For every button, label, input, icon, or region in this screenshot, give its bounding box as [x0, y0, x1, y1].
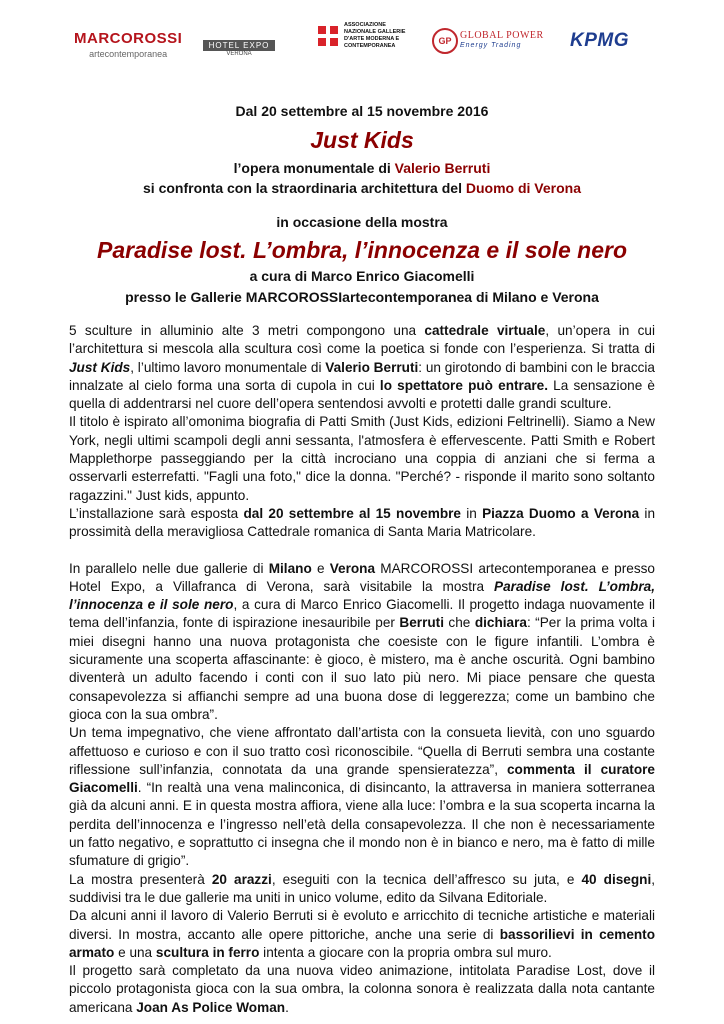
text-run-bold: dichiara: [474, 615, 527, 631]
text-run: Un tema impegnativo, che viene affrontato dall’artista con la consueta lievità, con uno sguardo affettuoso e curioso e con il suo tratto così riconoscibile. “Quella di Berruti sembra una costante riflessione sull’infanzia, connotata da una grande spensieratezza”,: [69, 725, 655, 777]
text-run-bold: commenta il curatore Giacomelli: [69, 761, 655, 796]
text-run: : “Per la prima volta i miei disegni hanno una nuova protagonista che coesiste con le figure infantili. L’ombra è sicuramente una scoperta affascinante: è gioco, è mistero, ma è anche oscurità. Ogni bambino diventerà un adulto facendo i conti con il suo lato più nero. Mi piace pensare che questa consapevolezza si affianchi sempre ad una buona dose di leggerezza; come un bambino che gioca con la sua ombra”.: [69, 615, 655, 722]
text-run-bold: bassorilievi in cemento armato: [69, 926, 656, 960]
text-run-bold: lo spettatore può entrare.: [379, 377, 549, 393]
text-run: intenta a giocare con la propria ombra sul muro.: [259, 944, 552, 960]
paragraph-4: [69, 560, 655, 725]
paragraph-3: [69, 505, 655, 542]
text-run: . “In realtà una vena malinconica, di disincanto, la attraversa in maniera sotterranea già da alcuni anni. E in questa mostra affiora, viene alla luce: l’ombra e la sua scoperta incarna la perdita dell’innocenza e l’ingresso nell’età della consapevolezza. Il che non è necessariamente un fatto negativo, e soprattutto ci insegna che il mondo non è in bianco e nero, ma è fatto di mille sfumature di grigio”.: [69, 780, 655, 869]
text-run: , un’opera in cui l’architettura si mescola alla scultura così come la poetica si fonde con l’esperienza. Si tratta di: [69, 323, 655, 357]
text-run: e: [311, 560, 330, 576]
paragraph-6: [69, 871, 655, 908]
paragraph-5: [69, 724, 655, 870]
text-run: Da alcuni anni il lavoro di Valerio Berruti si è evoluto e arricchito di tecniche artistiche e materiali diversi. In mostra, accanto alle opere pittoriche, anche una serie di: [69, 908, 655, 942]
text-run: Il progetto sarà completato da una nuova video animazione, intitolata Paradise Lost, dove il piccolo protagonista gioca con la sua ombra, la colonna sonora è realizzata dalla nota cantante americana: [69, 963, 655, 1015]
text-run: La mostra presenterà: [69, 871, 212, 887]
text-run: , l’ultimo lavoro monumentale di: [130, 359, 326, 375]
exhibition-title: Paradise lost. L’ombra, l’innocenza e il sole nero: [97, 237, 627, 263]
text-run: In parallelo nelle due gallerie di: [69, 560, 269, 576]
paragraph-2: Il titolo è ispirato all’omonima biografia di Patti Smith (Just Kids, edizioni Feltrinelli). Siamo a New York, negli ultimi scampoli degli anni sessanta, l'atmosfera è effervescente. Patti Smith e Robert Mapplethorpe passeggiando per la città incrociano una coppia di anziani che si ferma a osservarli esterrefatti. "Fagli una foto," dice la donna. "Perché? - risponde il marito sono soltanto ragazzini." Just kids, appunto.: [69, 414, 655, 503]
sponsor-logos: [0, 22, 724, 78]
text-run: in: [460, 505, 483, 521]
text-run: .: [285, 999, 289, 1015]
text-run: , eseguiti con la tecnica dell’affresco su juta, e: [271, 871, 582, 887]
subtitle-line-2-text: si confronta con la straordinaria architettura del: [143, 180, 466, 196]
text-run-bold: Milano: [268, 560, 312, 576]
paragraph-gap: [69, 542, 655, 560]
text-run-bold: Valerio Berruti: [325, 359, 419, 375]
marcorossi-logo-sub: artecontemporanea: [89, 49, 168, 59]
text-run-bold: scultura in ferro: [155, 944, 260, 960]
hotel-expo-logo-name: HOTEL EXPO: [203, 40, 275, 51]
anga-logo-text: ASSOCIAZIONE NAZIONALE GALLERIE D'ARTE MODERNA E CONTEMPORANEA: [344, 22, 406, 49]
text-run: , a cura di Marco Enrico Giacomelli. Il progetto indaga nuovamente il tema dell’infanzia, fonte di ispirazione inesauribile per: [69, 597, 655, 631]
marcorossi-logo-name: MARCOROSSI: [74, 30, 183, 47]
global-power-sub: Energy Trading: [460, 42, 522, 49]
text-run-bold: Joan As Police Woman: [136, 999, 286, 1015]
work-title: Just Kids: [310, 127, 414, 153]
paragraph-7: [69, 907, 655, 962]
paragraph-8: [69, 962, 655, 1017]
subtitle-line-1-text: l’opera monumentale di: [233, 160, 395, 176]
text-run: , suddivisi tra le due gallerie ma uniti in unico volume, edito da Silvana Editoriale.: [69, 871, 656, 905]
text-run-bold: 40 disegni: [581, 871, 652, 887]
kpmg-logo: KPMG: [570, 30, 629, 51]
text-run-bold: Berruti: [399, 615, 444, 631]
galleries-line: presso le Gallerie MARCOROSSIartecontemporanea di Milano e Verona: [125, 289, 599, 305]
text-run-bold: dal 20 settembre al 15 novembre: [243, 505, 461, 521]
subtitle-line-1: [0, 160, 724, 176]
exhibition-dates: Dal 20 settembre al 15 novembre 2016: [235, 103, 489, 119]
text-run-bold-italic: Just Kids: [69, 359, 131, 375]
venue-name: Duomo di Verona: [465, 180, 581, 196]
anga-cross-icon: [318, 26, 338, 46]
hotel-expo-logo: [203, 26, 275, 57]
occasion-line: in occasione della mostra: [276, 214, 448, 230]
text-run: L’installazione sarà esposta: [69, 505, 244, 521]
subtitle-line-2: [0, 180, 724, 196]
press-release-body: [69, 322, 655, 1017]
artist-name: Valerio Berruti: [394, 160, 491, 176]
hotel-expo-logo-sub: VERONA: [226, 51, 252, 57]
text-run: MARCOROSSI artecontemporanea e presso Hotel Expo, a Villafranca di Verona, sarà visitabile la mostra: [69, 560, 655, 594]
text-run: La sensazione è quella di addentrarsi nel cuore dell’opera sentendosi avvolti e protetti dalle grandi sculture.: [69, 377, 655, 412]
paragraph-1: [69, 322, 655, 413]
text-run-bold-italic: Paradise lost. L’ombra, l’innocenza e il sole nero: [69, 578, 655, 613]
text-run-bold: cattedrale virtuale: [424, 323, 546, 338]
global-power-name: GLOBAL POWER: [460, 30, 544, 41]
text-run: : un girotondo di bambini con le braccia innalzate al cielo forma una sorta di cupola in cui: [69, 359, 655, 393]
text-run: e una: [114, 944, 156, 960]
global-power-mark: GP: [432, 28, 458, 54]
text-run: in prossimità della meravigliosa Cattedrale romanica di Santa Maria Matricolare.: [69, 505, 655, 540]
text-run-bold: 20 arazzi: [211, 871, 272, 887]
marcorossi-logo: [74, 30, 182, 59]
curator-line: a cura di Marco Enrico Giacomelli: [249, 268, 475, 284]
text-run: 5 sculture in alluminio alte 3 metri compongono una: [69, 323, 425, 338]
text-run: che: [443, 615, 475, 631]
text-run-bold: Piazza Duomo a Verona: [482, 505, 640, 521]
text-run-bold: Verona: [329, 560, 376, 576]
